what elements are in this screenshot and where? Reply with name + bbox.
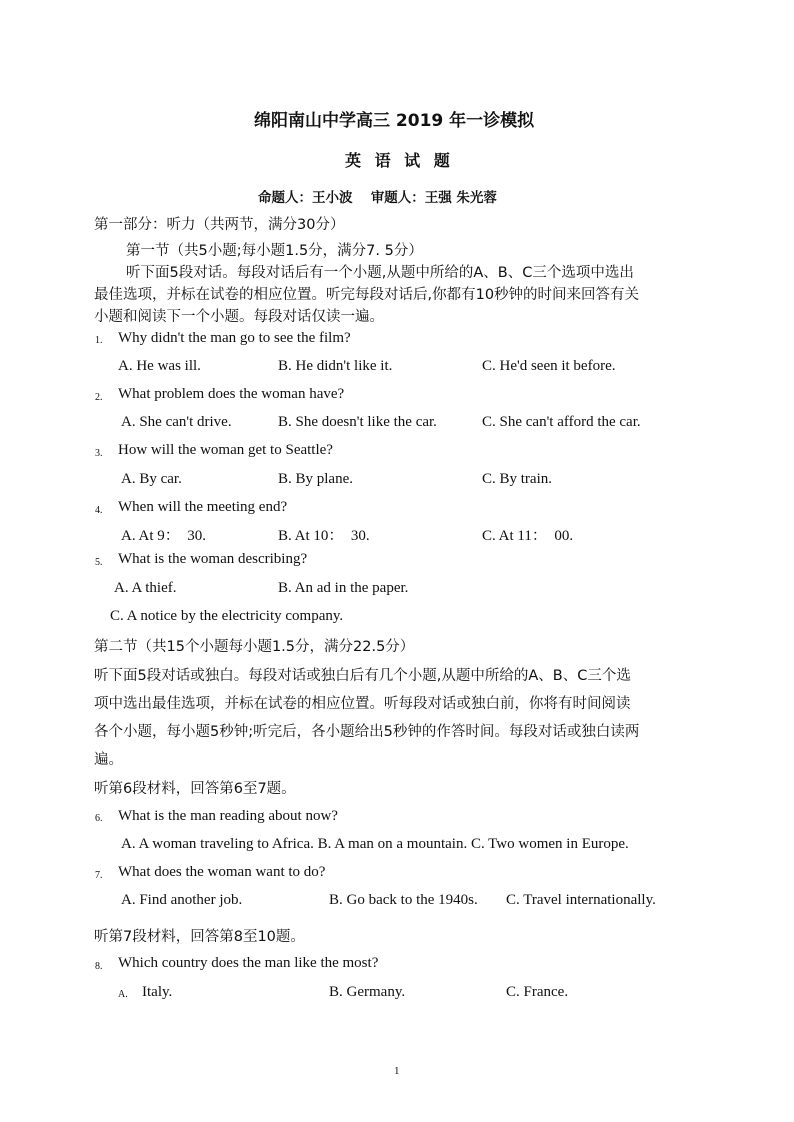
options-line: A. A woman traveling to Africa. B. A man on a mountain. C. Two women in Europe.: [121, 836, 629, 852]
question-number: 7.: [95, 870, 103, 881]
option-a: A. By car.: [121, 471, 182, 487]
question-number: 4.: [95, 505, 103, 516]
question-text: What does the woman want to do?: [118, 864, 326, 880]
option-c: C. A notice by the electricity company.: [110, 608, 344, 624]
option-b: B. Go back to the 1940s.: [329, 892, 478, 908]
section2-instruction-line: 听下面5段对话或独白。每段对话或独白后有几个小题,从题中所给的A、B、C三个选: [94, 668, 631, 684]
option-a: A. Find another job.: [121, 892, 243, 908]
section2-instruction-line: 项中选出最佳选项，并标在试卷的相应位置。听每段对话或独白前，你将有时间阅读: [94, 696, 631, 712]
section1-instruction-line: 听下面5段对话。每段对话后有一个小题,从题中所给的A、B、C三个选项中选出: [126, 265, 634, 281]
section2-heading: 第二节（共15个小题每小题1.5分，满分22.5分）: [94, 639, 415, 655]
question-text: Which country does the man like the most?: [118, 955, 379, 971]
option-c: C. France.: [506, 984, 569, 1000]
section2-instruction-line: 遍。: [94, 752, 123, 768]
option-b: B. Germany.: [329, 984, 406, 1000]
option-c: C. She can't afford the car.: [482, 414, 641, 430]
material-note: 听第6段材料，回答第6至7题。: [94, 781, 296, 797]
section1-instruction-line: 小题和阅读下一个小题。每段对话仅读一遍。: [94, 309, 384, 325]
page-title: 绵阳南山中学高三 2019 年一诊模拟: [254, 111, 535, 131]
option-b: B. An ad in the paper.: [278, 580, 409, 596]
question-number: 8.: [95, 961, 103, 972]
question-text: What is the woman describing?: [118, 551, 308, 567]
option-c: C. He'd seen it before.: [482, 358, 616, 374]
part1-heading: 第一部分：听力（共两节，满分30分）: [94, 217, 345, 233]
question-number: 6.: [95, 813, 103, 824]
question-text: How will the woman get to Seattle?: [118, 442, 333, 458]
question-number: 3.: [95, 448, 103, 459]
question-number: 2.: [95, 392, 103, 403]
material-note: 听第7段材料，回答第8至10题。: [94, 929, 305, 945]
question-text: When will the meeting end?: [118, 499, 288, 515]
authors-line: 命题人：王小波 审题人：王强 朱光蓉: [258, 190, 497, 206]
question-text: What is the man reading about now?: [118, 808, 338, 824]
option-c: C. At 11： 00.: [482, 528, 574, 544]
option-a: A. He was ill.: [118, 358, 201, 374]
question-number: 5.: [95, 557, 103, 568]
option-b: B. At 10： 30.: [278, 528, 370, 544]
option-a: A. She can't drive.: [121, 414, 232, 430]
section1-instruction-line: 最佳选项，并标在试卷的相应位置。听完每段对话后,你都有10秒钟的时间来回答有关: [94, 287, 640, 303]
page-subtitle: 英 语 试 题: [345, 151, 454, 170]
question-text: Why didn't the man go to see the film?: [118, 330, 351, 346]
option-b: B. By plane.: [278, 471, 353, 487]
option-b: B. She doesn't like the car.: [278, 414, 437, 430]
option-b: B. He didn't like it.: [278, 358, 393, 374]
option-c: C. By train.: [482, 471, 552, 487]
option-a: Italy.: [142, 984, 173, 1000]
section2-instruction-line: 各个小题，每小题5秒钟;听完后，各小题给出5秒钟的作答时间。每段对话或独白读两: [94, 724, 640, 740]
option-c: C. Travel internationally.: [506, 892, 656, 908]
question-text: What problem does the woman have?: [118, 386, 345, 402]
section1-heading: 第一节（共5小题;每小题1.5分，满分7. 5分）: [126, 243, 423, 259]
option-a: A. A thief.: [114, 580, 177, 596]
question-number: 1.: [95, 335, 103, 346]
option-a-letter: A.: [118, 989, 128, 1000]
page-number: 1: [394, 1065, 400, 1077]
option-a: A. At 9： 30.: [121, 528, 207, 544]
